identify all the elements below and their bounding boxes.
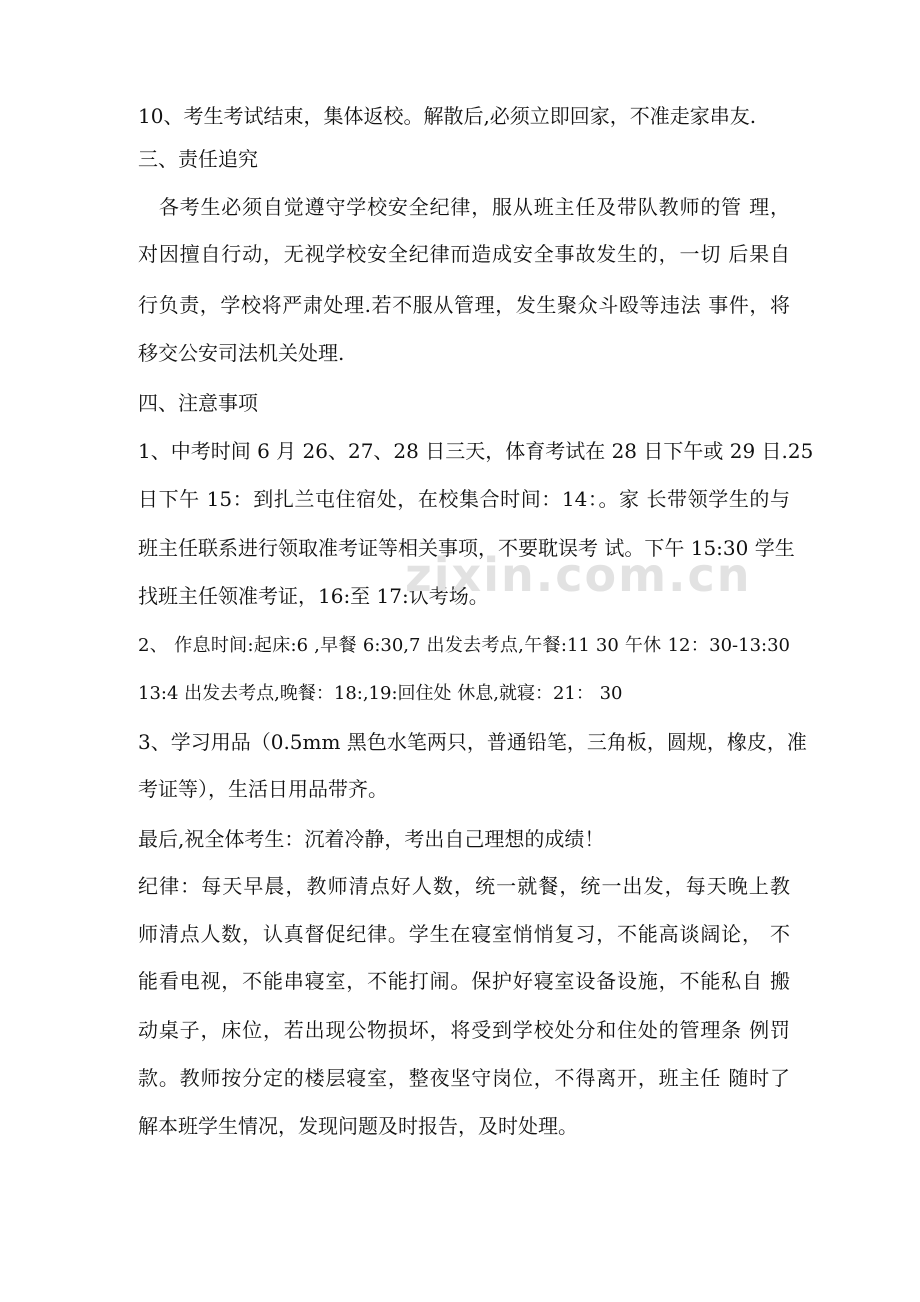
item-2-line: 2、 作息时间:起床:6 ,早餐 6:30,7 出发去考点,午餐:11 30 午休 12：30-13:30 [138, 635, 790, 656]
discipline-line: 款。教师按分定的楼层寝室，整夜坚守岗位，不得离开，班主任 随时了 [138, 1066, 790, 1090]
item-1-line: 日下午 15：到扎兰屯住宿处，在校集合时间：14：。家 长带领学生的与 [138, 487, 790, 511]
discipline-line: 能看电视，不能串寝室，不能打闹。保护好寝室设备设施，不能私自 搬 [138, 969, 790, 993]
discipline-line: 动桌子，床位，若出现公物损坏，将受到学校处分和住处的管理条 例罚 [138, 1018, 790, 1042]
item-1-line: 找班主任领准考证，16:至 17:认考场。 [138, 584, 489, 608]
section-3-paragraph-line: 行负责，学校将严肃处理.若不服从管理，发生聚众斗殴等违法 事件，将 [138, 293, 790, 317]
item-3-line: 3、学习用品（0.5mm 黑色水笔两只，普通铅笔，三角板，圆规，橡皮，准 [138, 730, 807, 754]
item-1-line: 班主任联系进行领取准考证等相关事项，不要耽误考 试。下午 15:30 学生 [138, 536, 795, 560]
section-3-paragraph-line: 各考生必须自觉遵守学校安全纪律，服从班主任及带队教师的管 理， [138, 195, 790, 219]
section-4-heading: 四、注意事项 [138, 391, 258, 415]
item-2-line: 13:4 出发去考点,晚餐：18:,19:回住处 休息,就寝：21： 30 [138, 683, 623, 704]
watermark: zixin.com.cn [405, 548, 752, 602]
section-3-paragraph-line: 对因擅自行动，无视学校安全纪律而造成安全事故发生的，一切 后果自 [138, 242, 790, 266]
item-3-line: 考证等），生活日用品带齐。 [138, 777, 388, 801]
section-3-heading: 三、责任追究 [138, 147, 258, 171]
discipline-line: 纪律：每天早晨，教师清点好人数，统一就餐，统一出发，每天晚上教 [138, 874, 790, 898]
closing-line: 最后,祝全体考生：沉着冷静，考出自己理想的成绩！ [138, 827, 605, 851]
discipline-line: 解本班学生情况，发现问题及时报告，及时处理。 [138, 1114, 578, 1138]
item-10: 10、考生考试结束，集体返校。解散后,必须立即回家，不准走家串友. [138, 104, 757, 128]
discipline-line: 师清点人数，认真督促纪律。学生在寝室悄悄复习，不能高谈阔论， 不 [138, 922, 790, 946]
item-1-line: 1、中考时间 6 月 26、27、28 日三天，体育考试在 28 日下午或 29 日.25 [138, 439, 814, 463]
section-3-paragraph-line: 移交公安司法机关处理. [138, 341, 345, 365]
